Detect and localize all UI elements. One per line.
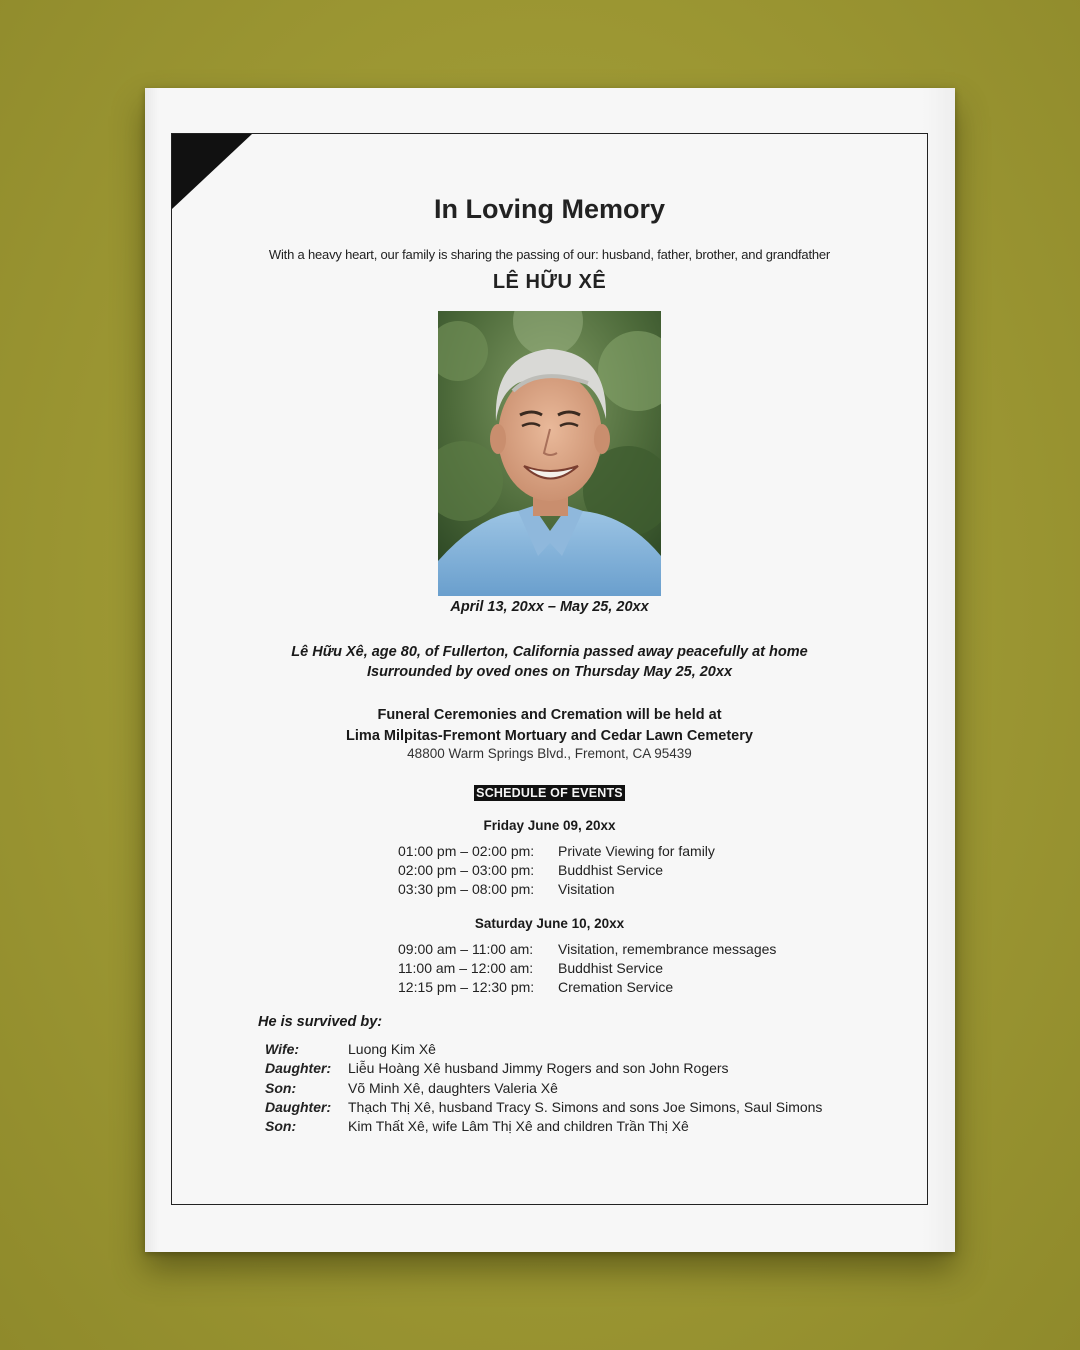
- survivor-row: [265, 1079, 822, 1098]
- survivor-names: Luong Kim Xê: [348, 1041, 436, 1057]
- obituary-text: [172, 642, 927, 682]
- page-title: In Loving Memory: [433, 194, 666, 224]
- intro-text: With a heavy heart, our family is sharing the passing of our: husband, father, brother, and grandfather: [268, 247, 831, 262]
- event-time: 03:30 pm – 08:00 pm:: [398, 881, 535, 897]
- portrait-illustration: [438, 311, 661, 596]
- survivor-names: Kim Thất Xê, wife Lâm Thị Xê and children Trần Thị Xê: [348, 1118, 689, 1135]
- event-row: [398, 861, 715, 880]
- schedule-heading-label: SCHEDULE OF EVENTS: [476, 786, 623, 800]
- portrait-photo: [438, 311, 661, 596]
- survivor-relation: Wife:: [265, 1041, 300, 1057]
- event-time: 11:00 am – 12:00 am:: [398, 960, 534, 976]
- event-desc: Buddhist Service: [558, 862, 664, 878]
- survivor-relation: Son:: [265, 1118, 297, 1135]
- survivor-names: Võ Minh Xê, daughters Valeria Xê: [348, 1079, 558, 1096]
- survived-by-heading: He is survived by:: [258, 1014, 383, 1030]
- survivor-relation: Son:: [265, 1079, 297, 1096]
- event-time: 09:00 am – 11:00 am:: [398, 941, 534, 957]
- survivor-relation: Daughter:: [265, 1098, 332, 1115]
- deceased-name: LÊ HỮU XÊ: [492, 271, 607, 293]
- survivor-relation: Daughter:: [265, 1060, 332, 1077]
- survivor-row: [265, 1059, 822, 1078]
- survivor-names: Thạch Thị Xê, husband Tracy S. Simons and sons Joe Simons, Saul Simons: [348, 1098, 823, 1115]
- survivor-row: [265, 1040, 822, 1059]
- survivor-row: [265, 1098, 822, 1117]
- event-row: [398, 940, 776, 959]
- event-time: 02:00 pm – 03:00 pm:: [398, 862, 535, 878]
- schedule-heading: [172, 784, 927, 802]
- event-row: [398, 978, 776, 997]
- event-desc: Buddhist Service: [558, 960, 664, 976]
- schedule-day-1-date: Friday June 09, 20xx: [483, 818, 616, 833]
- event-desc: Visitation: [558, 881, 615, 897]
- funeral-address: 48800 Warm Springs Blvd., Fremont, CA 95439: [407, 746, 692, 761]
- schedule-day-2-events: [398, 940, 776, 997]
- event-time: 12:15 pm – 12:30 pm:: [398, 979, 535, 995]
- obituary-line-2: Isurrounded by oved ones on Thursday May 25, 20xx: [366, 664, 733, 680]
- funeral-line-1: Funeral Ceremonies and Cremation will be held at: [377, 707, 722, 723]
- card-border: [171, 133, 928, 1205]
- survivor-names: Liễu Hoàng Xê husband Jimmy Rogers and son John Rogers: [348, 1060, 729, 1077]
- event-desc: Private Viewing for family: [558, 843, 715, 859]
- event-row: [398, 880, 715, 899]
- event-desc: Cremation Service: [558, 979, 674, 995]
- event-time: 01:00 pm – 02:00 pm:: [398, 843, 535, 859]
- event-row: [398, 959, 776, 978]
- event-desc: Visitation, remembrance messages: [558, 941, 777, 957]
- schedule-day-2-date: Saturday June 10, 20xx: [474, 916, 625, 931]
- survivors-list: [265, 1040, 822, 1136]
- survivor-row: [265, 1117, 822, 1136]
- funeral-venue: Lima Milpitas-Fremont Mortuary and Cedar Lawn Cemetery: [346, 728, 753, 744]
- memorial-card: [145, 88, 955, 1252]
- event-row: [398, 842, 715, 861]
- schedule-day-1-events: [398, 842, 715, 899]
- funeral-details: [172, 705, 927, 747]
- life-dates: April 13, 20xx – May 25, 20xx: [450, 599, 649, 615]
- obituary-line-1: Lê Hữu Xê, age 80, of Fullerton, California passed away peacefully at home: [291, 644, 808, 660]
